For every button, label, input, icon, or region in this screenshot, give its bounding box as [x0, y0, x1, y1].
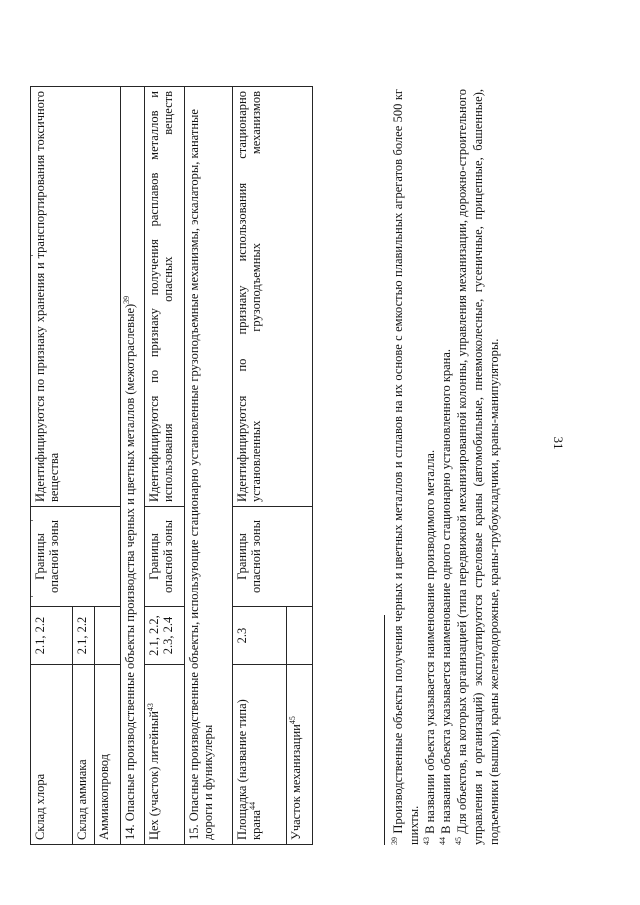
table-row [31, 87, 73, 845]
object-name-cell [233, 665, 287, 845]
object-name-cell [145, 665, 185, 845]
footnote [390, 89, 422, 845]
footnote-text: В названии объекта указывается наименование производимого металла. [423, 449, 437, 834]
footnote-mark: 44 [437, 837, 447, 845]
object-name-text: Участок механизации [289, 724, 303, 840]
footnote-ref: 43 [145, 703, 155, 712]
hazard-objects-table [30, 86, 313, 845]
section-row [121, 87, 145, 845]
footnote [422, 89, 438, 845]
footnote-mark: 45 [453, 837, 463, 845]
footnote [438, 89, 454, 845]
footnote-ref: 45 [287, 716, 297, 725]
footnote-mark: 43 [421, 837, 431, 845]
description-cell: Идентифицируются по признаку получения расплавов металлов и использования опасных веществ [145, 87, 185, 507]
object-name-text: Цех (участок) литейный [147, 711, 161, 840]
code-cell [95, 607, 121, 665]
code-cell: 2.1, 2.2 [31, 607, 73, 665]
footnotes [390, 89, 502, 845]
page-number: 31 [551, 436, 566, 450]
footnote-ref: 44 [247, 801, 257, 810]
object-name-cell: Склад хлора [31, 665, 73, 845]
footnote-text: В названии объекта указывается наименование одного стационарно установленного крана. [439, 348, 453, 834]
footnote-divider [384, 615, 385, 845]
description-cell: Идентифицируются по признаку хранения и транспортирования токсичного вещества [31, 87, 121, 507]
section-heading: 15. Опасные производственные объекты, использующие стационарно установленные грузоподъемные механизмы, эскалаторы, канатные дороги и фуникулеры [185, 87, 233, 845]
boundary-cell: Границы опасной зоны [31, 507, 121, 607]
footnote-text: Производственные объекты получения черных и цветных металлов и сплавов на их основе с емкостью плавильных агрегатов более 500 кг шихты. [391, 88, 421, 845]
rotated-page-content [0, 43, 640, 905]
section-heading [121, 87, 145, 845]
section-row [185, 87, 233, 845]
object-name-text: Площадка (название типа) крана [235, 699, 263, 840]
table-row [145, 87, 185, 845]
object-name-cell: Склад аммиака [73, 665, 95, 845]
table-row [233, 87, 287, 845]
object-name-cell: Аммиакопровод [95, 665, 121, 845]
footnote-text: Для объектов, на которых организацией (типа передвижной механизированной колонны, управления механизации, дорожно-строительного управления и организаций) эксплуатируются стреловые краны (автомобильные, пневмоколесные, гусеничные, прицепные, башенные), подъемники (вышки), краны железнодорожные, краны-трубоукладчики, краны-манипуляторы. [455, 89, 501, 845]
description-cell: Идентифицируются по признаку использования стационарно установленных грузоподъемных механизмов [233, 87, 313, 507]
code-cell: 2.3 [233, 607, 287, 665]
boundary-cell: Границы опасной зоны [145, 507, 185, 607]
footnote-ref: 39 [121, 295, 131, 304]
section-heading-text: 14. Опасные производственные объекты производства черных и цветных металлов (межотраслевые) [123, 303, 137, 840]
footnote-mark: 39 [389, 837, 399, 845]
code-cell: 2.1, 2.2, 2.3, 2.4 [145, 607, 185, 665]
footnote [454, 89, 502, 845]
code-cell: 2.1, 2.2 [73, 607, 95, 665]
boundary-cell: Границы опасной зоны [233, 507, 313, 607]
code-cell [287, 607, 313, 665]
object-name-cell [287, 665, 313, 845]
